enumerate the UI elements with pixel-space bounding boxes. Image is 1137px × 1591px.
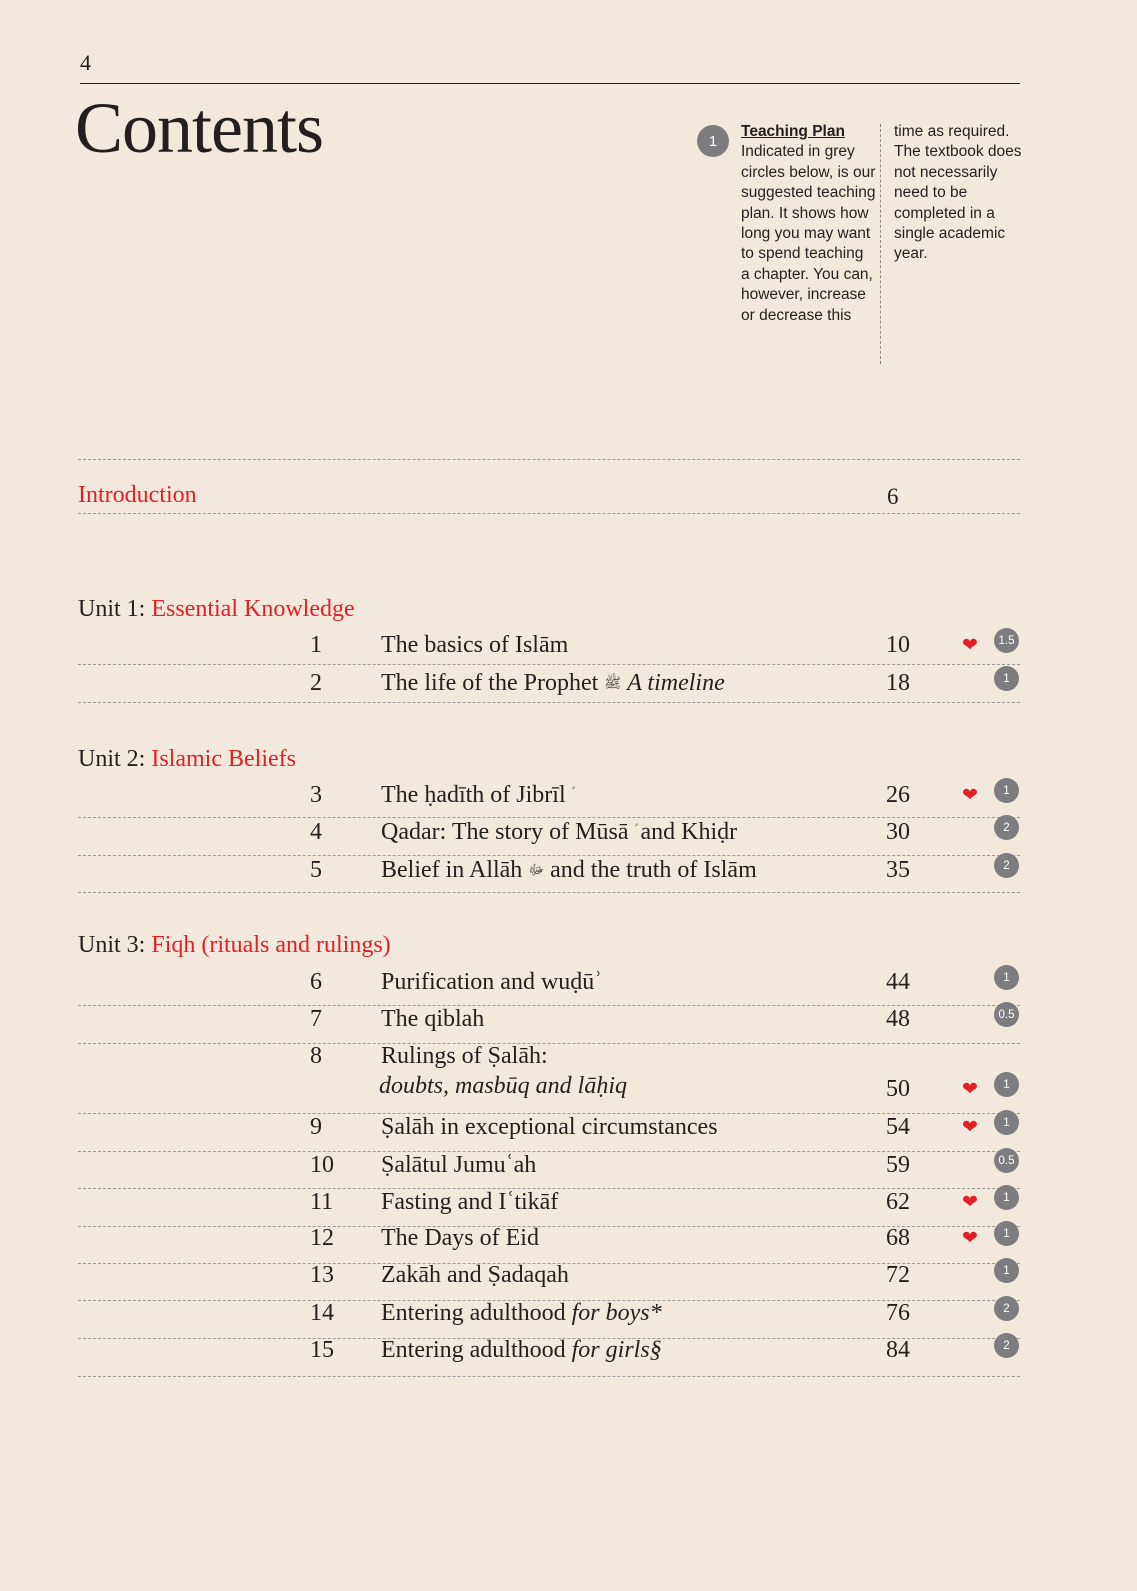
toc-chapter-row[interactable] <box>0 1114 1137 1152</box>
chapter-title-link[interactable] <box>381 670 725 697</box>
unit-name: Essential Knowledge <box>151 596 355 622</box>
chapter-title: Ṣalāh in exceptional circumstances <box>381 1114 718 1140</box>
chapter-title-rest: and Khiḍr <box>640 819 738 845</box>
toc-chapter-row[interactable] <box>0 782 1137 820</box>
chapter-number: 5 <box>310 857 322 883</box>
chapter-title: Rulings of Ṣalāh: <box>381 1043 548 1069</box>
chapter-number: 9 <box>310 1114 322 1140</box>
chapter-title: The basics of Islām <box>381 632 569 658</box>
chapter-number: 8 <box>310 1043 322 1069</box>
chapter-page: 35 <box>886 857 910 883</box>
teaching-plan-text-col1 <box>741 122 876 326</box>
chapter-page: 48 <box>886 1006 910 1032</box>
chapter-title-link[interactable] <box>381 1225 539 1252</box>
heart-icon: ❤ <box>962 1116 978 1138</box>
honorific-glyph: ﷺ <box>604 676 622 692</box>
chapter-title: Zakāh and Ṣadaqah <box>381 1262 569 1288</box>
unit-prefix: Unit 1: <box>78 596 146 622</box>
unit-heading <box>78 932 391 959</box>
chapter-title: The Days of Eid <box>381 1225 539 1251</box>
chapter-page: 10 <box>886 632 910 658</box>
chapter-title: Entering adulthood <box>381 1300 566 1326</box>
teaching-weeks-badge: 0.5 <box>994 1148 1019 1173</box>
teaching-weeks-badge: 1 <box>994 778 1019 803</box>
toc-chapter-row[interactable] <box>0 857 1137 895</box>
teaching-weeks-badge: 2 <box>994 1296 1019 1321</box>
divider <box>78 817 1020 818</box>
chapter-title-link[interactable] <box>381 1337 662 1364</box>
toc-chapter-row[interactable] <box>0 1225 1137 1263</box>
chapter-page: 18 <box>886 670 910 696</box>
toc-chapter-row[interactable] <box>0 1262 1137 1300</box>
unit-heading <box>78 596 355 623</box>
teaching-weeks-badge: 1 <box>994 965 1019 990</box>
chapter-title-link[interactable] <box>381 819 737 846</box>
chapter-title-rest: and the truth of Islām <box>550 857 757 883</box>
chapter-page: 54 <box>886 1114 910 1140</box>
toc-chapter-row[interactable] <box>0 1337 1137 1375</box>
teaching-weeks-badge: 1 <box>994 1258 1019 1283</box>
chapter-page: 44 <box>886 969 910 995</box>
page-title: Contents <box>75 88 324 168</box>
chapter-number: 11 <box>310 1189 334 1215</box>
chapter-title: The life of the Prophet <box>381 670 599 696</box>
chapter-title-link[interactable] <box>381 1262 569 1289</box>
teaching-weeks-badge: 1 <box>994 1221 1019 1246</box>
heart-icon: ❤ <box>962 634 978 656</box>
chapter-title-link[interactable] <box>381 1189 558 1216</box>
honorific-glyph: ﷻ <box>528 863 545 879</box>
heart-icon: ❤ <box>962 1227 978 1249</box>
teaching-plan-badge: 1 <box>697 125 729 157</box>
chapter-page: 30 <box>886 819 910 845</box>
chapter-number: 3 <box>310 782 322 808</box>
chapter-title: Qadar: The story of Mūsā <box>381 819 629 845</box>
teaching-weeks-badge: 1.5 <box>994 628 1019 653</box>
chapter-title-italic: A timeline <box>627 670 725 696</box>
chapter-number: 10 <box>310 1152 334 1178</box>
chapter-title-link[interactable] <box>381 782 572 809</box>
divider <box>78 664 1020 665</box>
header-rule <box>80 83 1020 84</box>
page-number: 4 <box>80 50 91 75</box>
chapter-page: 76 <box>886 1300 910 1326</box>
chapter-number: 15 <box>310 1337 334 1363</box>
introduction-page: 6 <box>887 484 899 509</box>
divider <box>78 1376 1020 1377</box>
chapter-title-link[interactable] <box>381 1043 548 1070</box>
chapter-title: Belief in Allāh <box>381 857 523 883</box>
chapter-title-link[interactable] <box>381 1114 718 1141</box>
chapter-title-italic: for boys* <box>571 1300 662 1326</box>
teaching-plan-text-col2: time as required. The textbook does not necessarily need to be completed in a single academic year. <box>894 123 1022 263</box>
teaching-weeks-badge: 2 <box>994 853 1019 878</box>
chapter-number: 12 <box>310 1225 334 1251</box>
teaching-plan-heading: Teaching Plan <box>741 123 845 140</box>
chapter-number: 14 <box>310 1300 334 1326</box>
chapter-title-link[interactable] <box>381 1300 662 1327</box>
chapter-title-link[interactable] <box>381 1006 484 1033</box>
toc-chapter-row[interactable] <box>0 1152 1137 1190</box>
unit-prefix: Unit 3: <box>78 932 146 958</box>
chapter-title-link[interactable] <box>381 1152 536 1179</box>
chapter-title: The ḥadīth of Jibrīl <box>381 782 566 808</box>
column-divider <box>880 124 881 364</box>
chapter-number: 13 <box>310 1262 334 1288</box>
teaching-weeks-badge: 2 <box>994 1333 1019 1358</box>
chapter-number: 1 <box>310 632 322 658</box>
chapter-title: The qiblah <box>381 1006 485 1032</box>
teaching-plan-body-1: Indicated in grey circles below, is our suggested teaching plan. It shows how long you may want to spend teaching a chapter. You can, however, increase or decrease this <box>741 143 876 324</box>
teaching-weeks-badge: 1 <box>994 1185 1019 1210</box>
chapter-page: 72 <box>886 1262 910 1288</box>
chapter-title: Ṣalātul Jumuʿah <box>381 1152 537 1178</box>
divider <box>78 892 1020 893</box>
teaching-weeks-badge: 1 <box>994 1072 1019 1097</box>
heart-icon: ❤ <box>962 784 978 806</box>
teaching-weeks-badge: 2 <box>994 815 1019 840</box>
toc-chapter-row[interactable] <box>0 1189 1137 1227</box>
chapter-page: 26 <box>886 782 910 808</box>
teaching-weeks-badge: 1 <box>994 666 1019 691</box>
toc-chapter-row[interactable] <box>0 1300 1137 1338</box>
chapter-subtitle: doubts, masbūq and lāḥiq <box>379 1073 628 1099</box>
unit-heading <box>78 746 296 773</box>
chapter-page: 62 <box>886 1189 910 1215</box>
chapter-title: Purification and wuḍūʾ <box>381 969 603 995</box>
chapter-title-link[interactable] <box>381 632 568 659</box>
introduction-link[interactable]: Introduction <box>78 482 197 508</box>
divider <box>78 459 1020 460</box>
divider <box>78 702 1020 703</box>
toc-chapter-row[interactable] <box>0 819 1137 857</box>
chapter-number: 6 <box>310 969 322 995</box>
chapter-title-link[interactable] <box>381 857 757 884</box>
chapter-title-link[interactable] <box>381 969 602 996</box>
divider <box>78 513 1020 514</box>
chapter-page: 50 <box>886 1076 910 1102</box>
unit-name: Islamic Beliefs <box>151 746 296 772</box>
divider <box>78 855 1020 856</box>
chapter-number: 4 <box>310 819 322 845</box>
teaching-weeks-badge: 1 <box>994 1110 1019 1135</box>
heart-icon: ❤ <box>962 1191 978 1213</box>
chapter-title: Entering adulthood <box>381 1337 566 1363</box>
heart-icon: ❤ <box>962 1078 978 1100</box>
teaching-weeks-badge: 0.5 <box>994 1002 1019 1027</box>
chapter-page: 59 <box>886 1152 910 1178</box>
chapter-number: 7 <box>310 1006 322 1032</box>
unit-name: Fiqh (rituals and rulings) <box>151 932 391 958</box>
chapter-page: 68 <box>886 1225 910 1251</box>
chapter-page: 84 <box>886 1337 910 1363</box>
toc-chapter-row[interactable] <box>0 1006 1137 1044</box>
toc-chapter-row[interactable] <box>0 1043 1137 1102</box>
chapter-title-italic: for girls§ <box>571 1337 662 1363</box>
chapter-number: 2 <box>310 670 322 696</box>
toc-chapter-row[interactable] <box>0 969 1137 1007</box>
chapter-title: Fasting and Iʿtikāf <box>381 1189 559 1215</box>
unit-prefix: Unit 2: <box>78 746 146 772</box>
